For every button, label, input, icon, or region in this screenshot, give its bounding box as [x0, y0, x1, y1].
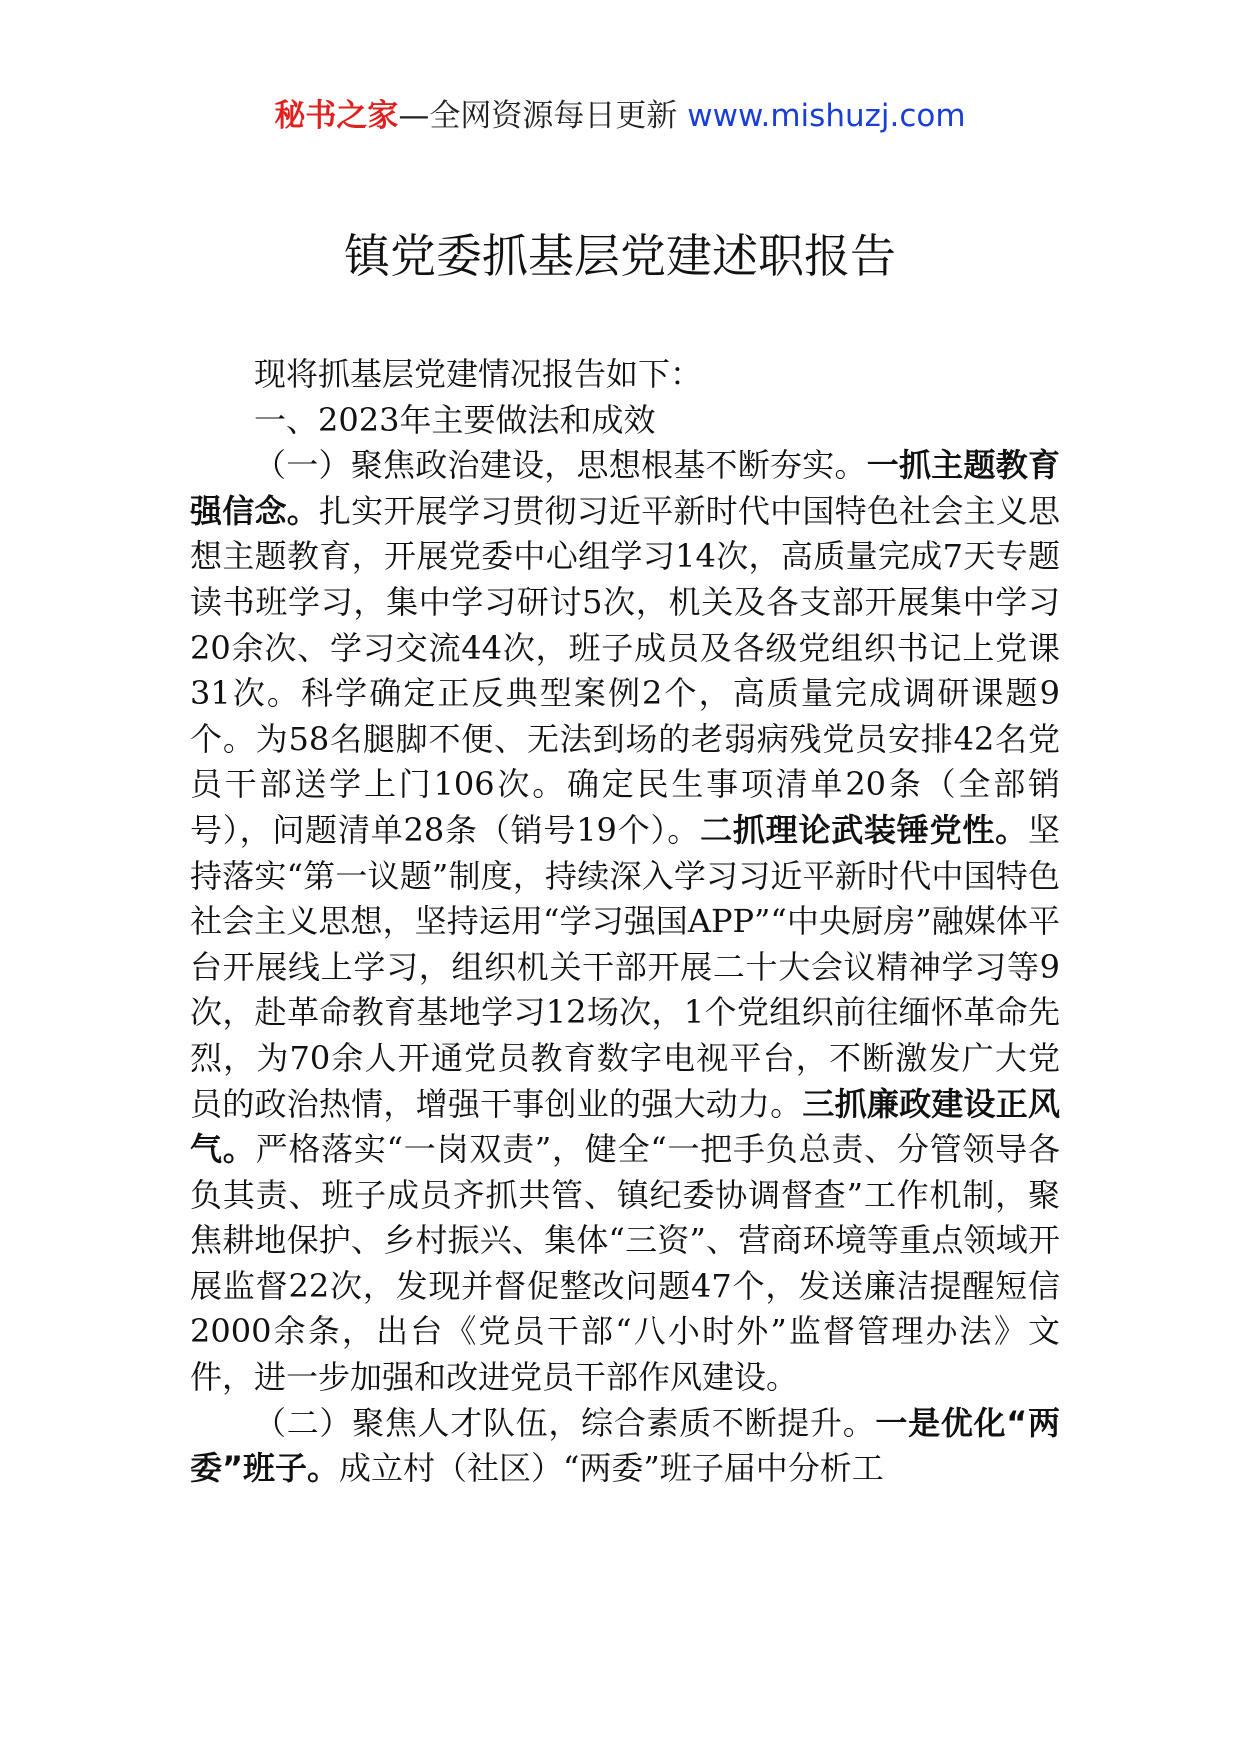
- paragraph-talent-team: [190, 1401, 1060, 1492]
- document-title: 镇党委抓基层党建述职报告: [344, 229, 896, 283]
- bold-point: 一是优化“两委”班子。: [190, 1403, 1060, 1488]
- paragraph-political-building: [190, 443, 1060, 1400]
- bold-point: 二抓理论武装锤党性。: [700, 810, 1028, 849]
- bold-point: 一抓主题教育强信念。: [190, 446, 1060, 530]
- bold-point: 三抓廉政建设正风气。: [190, 1084, 1060, 1169]
- paragraph-text: 扎实开展学习贯彻习近平新时代中国特色社会主义思想主题教育，开展党委中心组学习14次，高质量完成7天专题读书班学习，集中学习研讨5次，机关及各支部开展集中学习20余次、学习交流44次，班子成员及各级党组织书记上党课31次。科学确定正反典型案例2个，高质量完成调研课题9个。为58名腿脚不便、无法到场的老弱病残党员安排42名党员干部送学上门106次。确定民生事项清单20条（全部销号），问题清单28条（销号19个）。: [190, 491, 1060, 849]
- paragraph-text: 严格落实“一岗双责”，健全“一把手负总责、分管领导各负其责、班子成员齐抓共管、镇纪委协调督查”工作机制，聚焦耕地保护、乡村振兴、集体“三资”、营商环境等重点领域开展监督22次，发现并督促整改问题47个，发送廉洁提醒短信2000余条，出台《党员干部“八小时外”监督管理办法》文件，进一步加强和改进党员干部作风建设。: [190, 1130, 1060, 1397]
- intro-paragraph: 现将抓基层党建情况报告如下：: [254, 355, 703, 393]
- section-heading: 一、2023年主要做法和成效: [254, 400, 656, 439]
- brand-name: 秘书之家: [274, 98, 399, 134]
- site-header: [0, 96, 1240, 136]
- subsection-heading: （一）聚焦政治建设，思想根基不断夯实。: [254, 446, 867, 485]
- paragraph-text: 坚持落实“第一议题”制度，持续深入学习习近平新时代中国特色社会主义思想，坚持运用“学习强国APP”“中央厨房”融媒体平台开展线上学习，组织机关干部开展二十大会议精神学习等9次，赴革命教育基地学习12场次，1个党组织前往缅怀革命先烈，为70余人开通党员教育数字电视平台，不断激发广大党员的政治热情，增强干事创业的强大动力。: [190, 810, 1060, 1123]
- header-slogan: —全网资源每日更新: [398, 98, 678, 134]
- document-body: [190, 352, 1060, 1492]
- subsection-heading: （二）聚焦人才队伍，综合素质不断提升。: [254, 1403, 876, 1442]
- paragraph-text: 成立村（社区）“两委”班子届中分析工: [339, 1449, 884, 1488]
- site-url-link[interactable]: www.mishuzj.com: [687, 98, 966, 134]
